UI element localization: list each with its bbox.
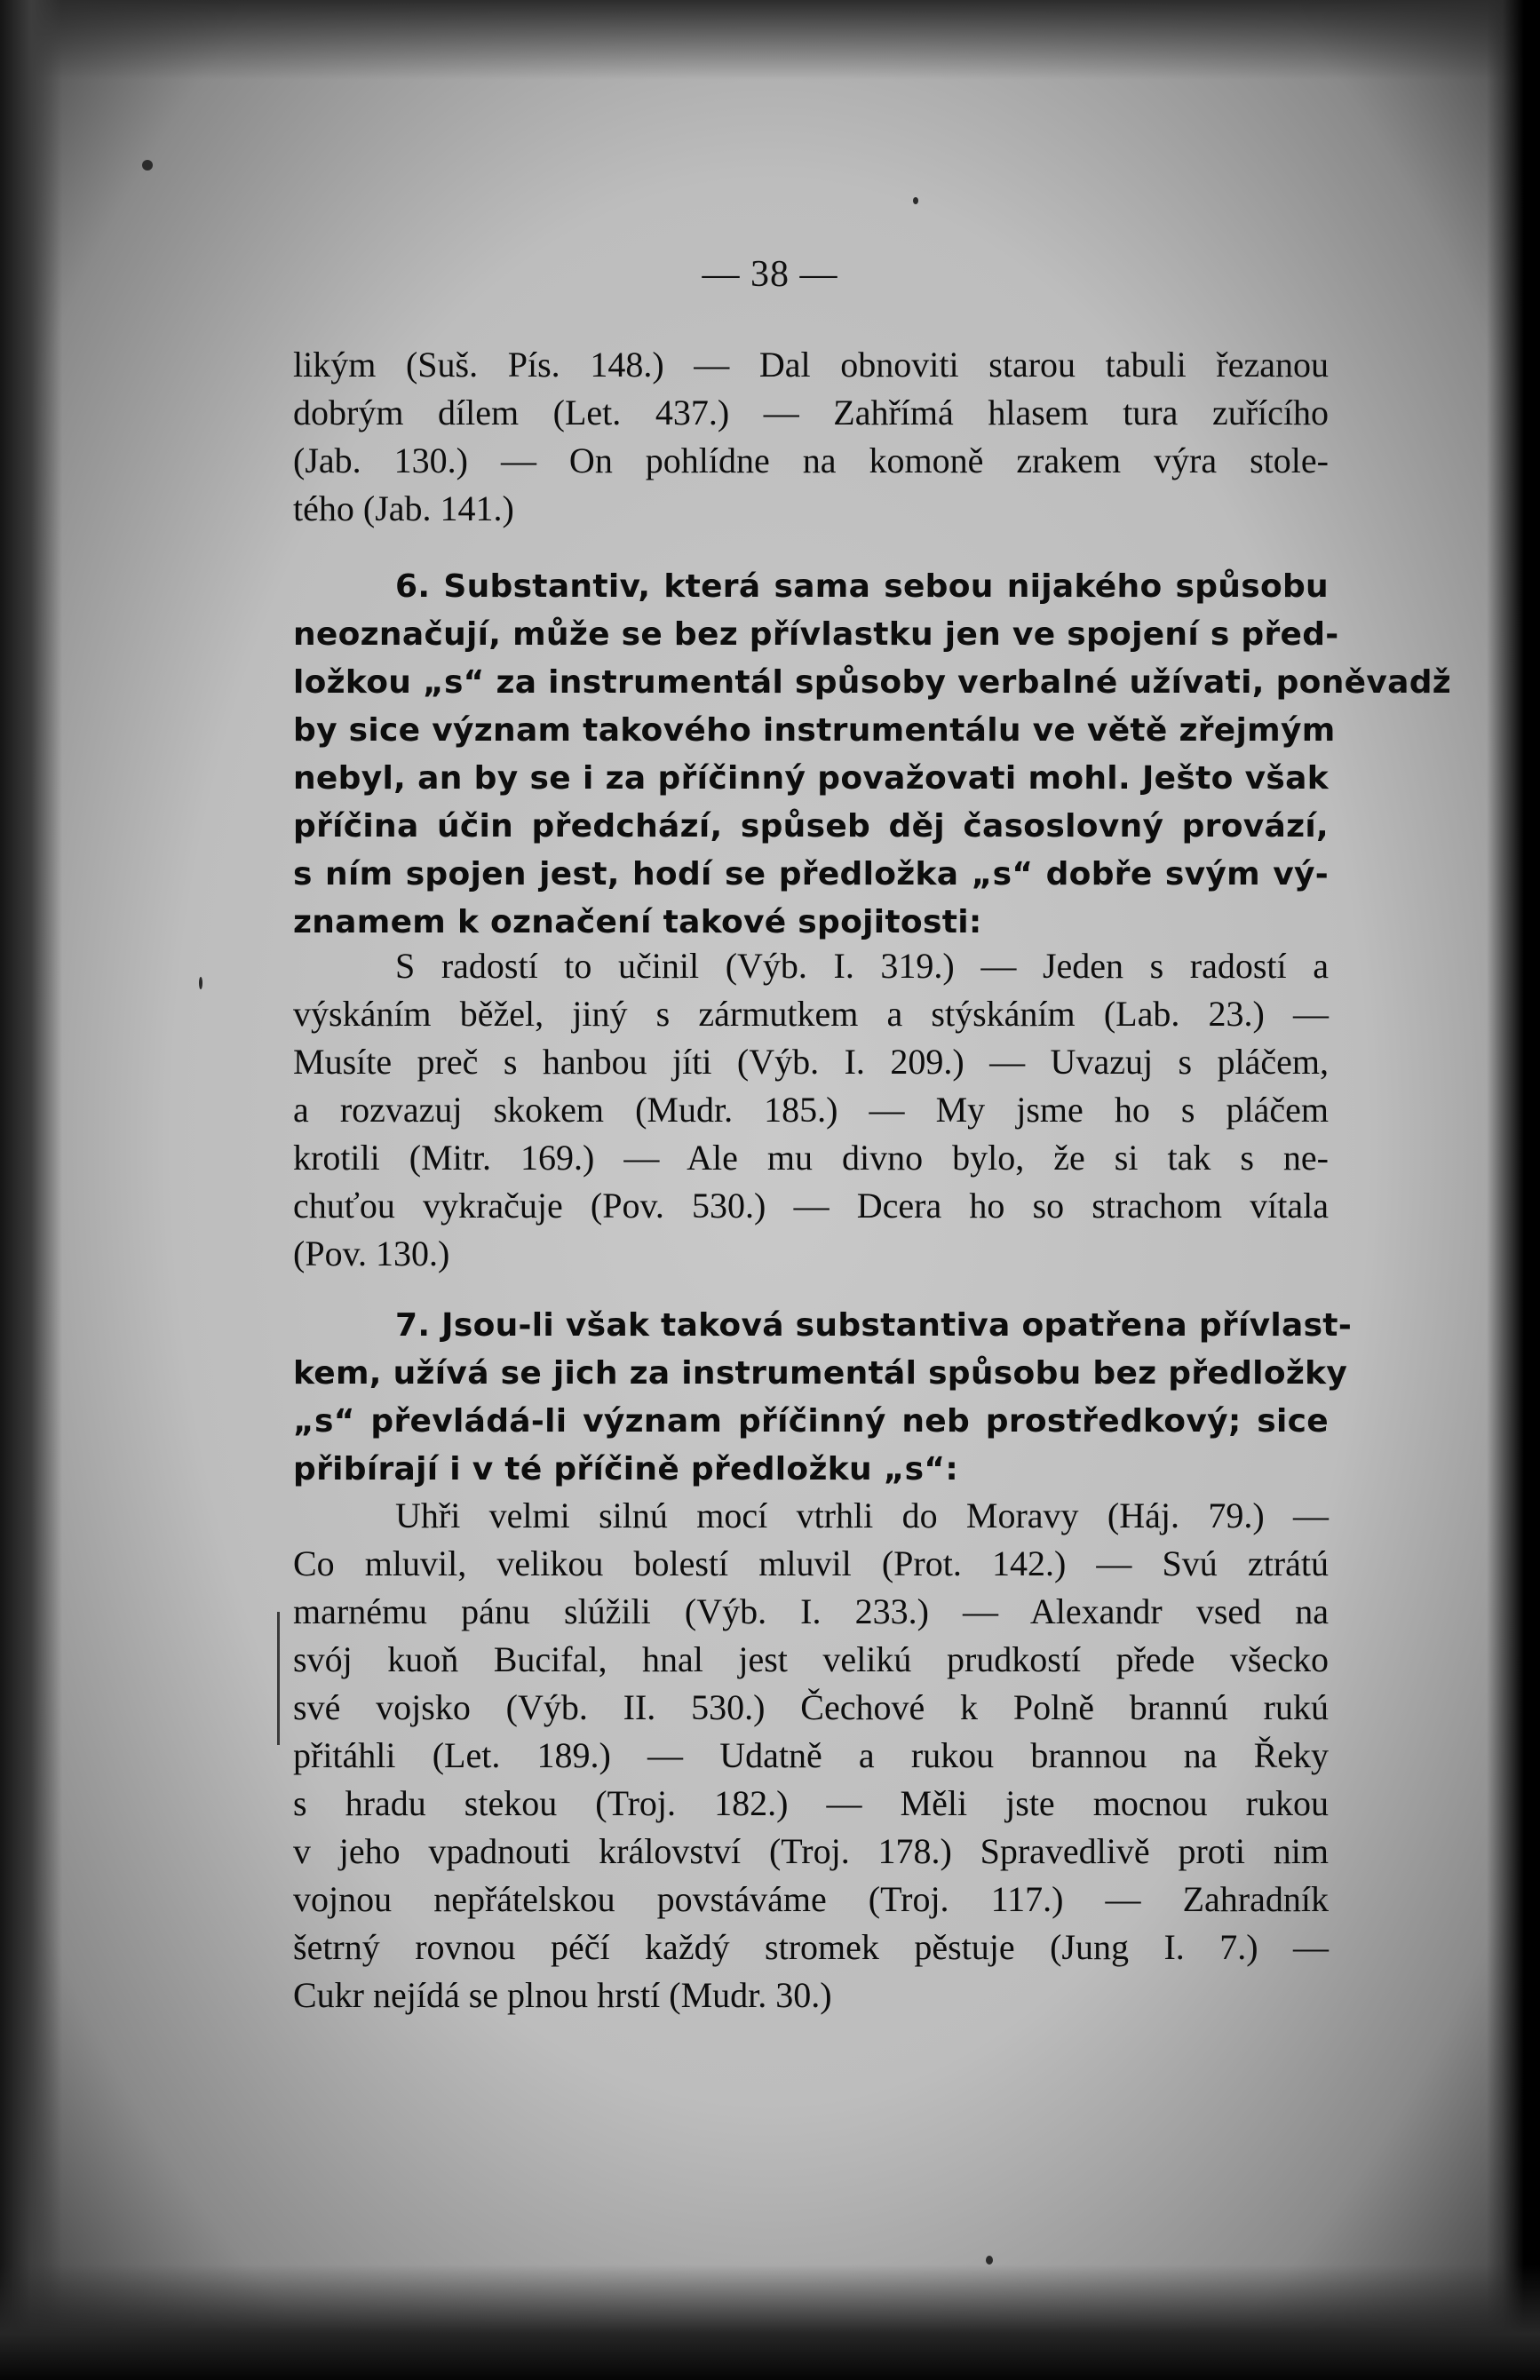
text-line: a rozvazuj skokem (Mudr. 185.) — My jsme ho s pláčem [293,1090,1329,1130]
rule-7-examples [293,1492,1329,2019]
text-line: své vojsko (Výb. II. 530.) Čechové k Polně brannú rukú [293,1687,1329,1727]
text-line: by sice význam takového instrumentálu ve větě zřejmým [293,712,1336,749]
text-line: přibírají i v té příčině předložku „s“: [293,1451,959,1488]
text-line: neoznačují, může se bez přívlastku jen ve spojení s před- [293,616,1339,653]
rule-7-paragraph [293,1302,1353,1494]
scan-shadow-top [0,0,1540,80]
rule-6-paragraph [293,563,1452,947]
text-line: příčina účin předchází, spůseb děj časoslovný provází, [293,808,1329,845]
text-line: 6. Substantiv, která sama sebou nijakého spůsobu [395,568,1329,605]
page-number: — 38 — [702,254,838,295]
text-line: svój kuoň Bucifal, hnal jest velikú prudkostí přede všecko [293,1639,1329,1679]
scan-shadow-bottom [0,2265,1540,2380]
dust-speck [986,2256,993,2265]
text-line: Co mluvil, velikou bolestí mluvil (Prot. 142.) — Svú ztrátú [293,1543,1329,1583]
text-line: marnému pánu slúžili (Výb. I. 233.) — Alexandr vsed na [293,1591,1329,1631]
text-line: znamem k označení takové spojitosti: [293,904,982,940]
text-line: přitáhli (Let. 189.) — Udatně a rukou brannou na Řeky [293,1735,1329,1775]
text-line: Musíte preč s hanbou jíti (Výb. I. 209.) — Uvazuj s pláčem, [293,1042,1329,1082]
text-line: 7. Jsou-li však taková substantiva opatřena přívlast- [395,1307,1353,1344]
dust-speck [913,197,918,204]
text-line: chuťou vykračuje (Pov. 530.) — Dcera ho so strachom vítala [293,1186,1329,1226]
text-line: v jeho vpadnouti království (Troj. 178.) Spravedlivě proti nim [293,1831,1329,1871]
text-line: S radostí to učinil (Výb. I. 319.) — Jeden s radostí a [395,946,1329,986]
text-line: likým (Suš. Pís. 148.) — Dal obnoviti starou tabuli řezanou [293,345,1329,385]
text-line: dobrým dílem (Let. 437.) — Zahřímá hlasem tura zuřícího [293,393,1329,432]
rule-6-examples [293,942,1329,1278]
text-line: (Jab. 130.) — On pohlídne na komoně zrakem výra stole- [293,440,1329,480]
text-line: ložkou „s“ za instrumentál spůsoby verbalné užívati, poněvadž [293,664,1452,701]
text-line: nebyl, an by se i za příčinný považovati mohl. Ješto však [293,760,1329,797]
margin-pencil-mark [277,1612,280,1745]
text-line: „s“ převládá-li význam příčinný neb prostředkový; sice [293,1403,1329,1440]
text-line: tého (Jab. 141.) [293,488,514,528]
paragraph-continuation [293,341,1329,533]
text-line: kem, užívá se jich za instrumentál spůsobu bez předložky [293,1355,1348,1392]
dust-speck [142,160,153,171]
text-line: Uhři velmi silnú mocí vtrhli do Moravy (Háj. 79.) — [395,1495,1329,1535]
dust-speck [199,977,202,989]
text-line: s ním spojen jest, hodí se předložka „s“ dobře svým vý- [293,856,1329,892]
text-line: (Pov. 130.) [293,1234,450,1273]
scan-shadow-left [0,0,62,2380]
text-line: krotili (Mitr. 169.) — Ale mu divno bylo, že si tak s ne- [293,1138,1329,1178]
text-line: šetrný rovnou péčí každý stromek pěstuje (Jung I. 7.) — [293,1927,1329,1967]
text-line: Cukr nejídá se plnou hrstí (Mudr. 30.) [293,1975,832,2015]
text-line: s hradu stekou (Troj. 182.) — Měli jste mocnou rukou [293,1783,1329,1823]
text-line: výskáním běžel, jiný s zármutkem a stýskáním (Lab. 23.) — [293,994,1329,1034]
text-line: vojnou nepřátelskou povstáváme (Troj. 117.) — Zahradník [293,1879,1329,1919]
scan-shadow-right [1487,0,1540,2380]
